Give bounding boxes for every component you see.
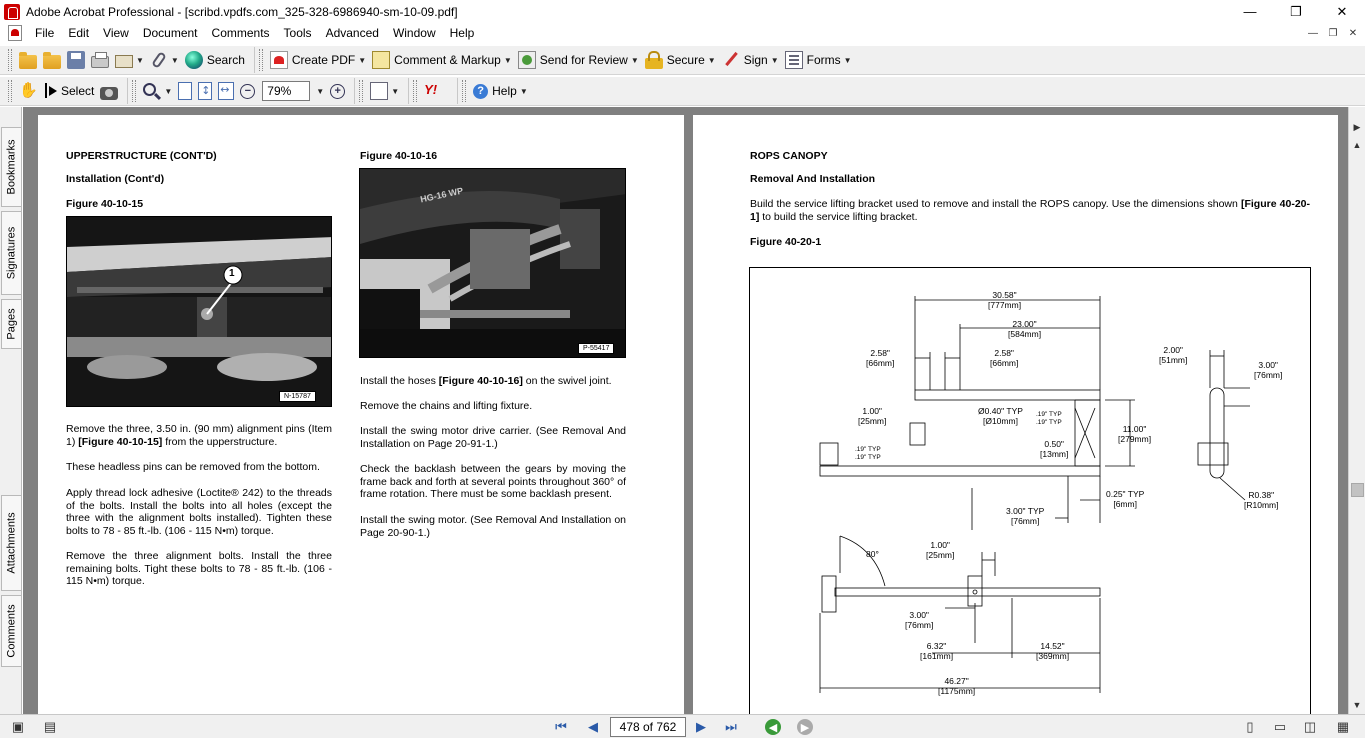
page-icon [178,82,192,100]
dimension-value: .19" TYP [1036,411,1062,418]
organizer-button[interactable] [40,48,64,72]
dimension-value: 2.58" [994,348,1014,358]
zoom-tool-button[interactable] [140,79,175,103]
sign-label: Sign [743,53,768,67]
menu-tools[interactable]: Tools [283,26,312,40]
chevron-down-icon: ▼ [316,86,325,96]
dimension-value: Ø0.40" TYP [978,406,1023,416]
comment-markup-button[interactable] [369,48,515,72]
dimension-label [990,348,1018,368]
dimension-value: [584mm] [1008,329,1042,339]
dimension-value: [369mm] [1036,651,1070,661]
send-review-icon [518,51,536,69]
dimension-label [1036,411,1062,427]
dimension-label [1118,424,1151,444]
continuous-facing-layout-icon[interactable]: ▦ [1336,719,1350,734]
paragraph-text: Build the service lifting bracket used to remove and install the ROPS canopy. Use the dimensions shown [750,198,1241,210]
search-button[interactable] [182,48,248,72]
paragraph-text: Remove the three, 3.50 in. (90 mm) alignment pins (Item 1) [66,423,332,448]
search-globe-icon [185,51,203,69]
search-label: Search [206,53,245,67]
doc-minimize-button[interactable]: — [1308,27,1318,39]
menu-window[interactable]: Window [392,26,436,40]
chevron-down-icon: ▼ [358,55,367,65]
next-view-button[interactable] [796,718,814,736]
dimension-label [866,348,894,368]
paragraph-text: from the upperstructure. [162,435,278,448]
tab-signatures[interactable] [1,211,21,295]
dimension-value: [R10mm] [1244,500,1279,510]
chevron-down-icon: ▼ [170,55,179,65]
dimension-label [1244,490,1278,510]
dimension-value: .19" TYP [855,454,881,461]
document-view[interactable] [23,107,1348,714]
paragraph: Remove the three alignment bolts. Install the three remaining bolts. Tight these bolts to 78 - 85 ft.-lb. (106 - 115 N•m) torque. [66,550,332,588]
doc-restore-button[interactable]: ❐ [1328,27,1338,39]
section-heading: UPPERSTRUCTURE (CONT'D) [66,150,217,162]
dimension-label [926,540,954,560]
dimension-value: [6mm] [1113,499,1137,509]
acrobat-app-icon [4,4,20,20]
dimension-value: 6.32" [926,641,947,651]
menu-comments[interactable]: Comments [211,26,270,40]
single-page-layout-icon[interactable]: ▯ [1246,719,1254,734]
paragraph-text: to build the service lifting bracket. [759,210,918,223]
angle-label: 80° [866,549,879,559]
zoom-out-button[interactable] [237,79,258,103]
forms-label: Forms [806,53,841,67]
paragraph: Install the swing motor. (See Removal And Installation on Page 20-90-1.) [360,514,626,539]
figure-reference: [Figure 40-20-1] [750,198,1310,223]
chevron-down-icon: ▼ [630,55,639,65]
secure-label: Secure [666,53,705,67]
toolbar-grip[interactable] [259,49,263,71]
page-number-input[interactable]: 478 of 762 [610,717,686,737]
figure-40-20-1-drawing [749,267,1311,714]
dimension-label [858,406,886,426]
dimension-label [988,290,1021,310]
chevron-down-icon: ▼ [707,55,716,65]
paragraph-text: Install the hoses [360,375,439,387]
scroll-up-arrow-icon[interactable]: ▲ [1352,140,1362,150]
snapshot-button[interactable] [97,79,121,103]
menu-file[interactable]: File [35,26,55,40]
dimension-label [1036,641,1069,661]
dimension-label [1106,489,1144,509]
photo-callout-number: 1 [229,268,235,279]
paragraph [360,375,626,388]
fit-width-icon [218,82,234,100]
zoom-level-input[interactable]: 79% [262,81,310,101]
yahoo-button[interactable] [421,79,451,103]
chevron-down-icon: ▼ [843,55,852,65]
camera-icon [100,87,118,100]
dimension-value: [279mm] [1118,434,1152,444]
page-thumbnail-icon[interactable]: ▤ [43,719,57,734]
chevron-down-icon: ▼ [164,86,173,96]
dimension-value: 0.50" [1044,439,1064,449]
dimension-value: 2.58" [870,348,890,358]
continuous-layout-icon[interactable]: ▭ [1273,719,1287,734]
figure-caption: Figure 40-20-1 [750,236,822,248]
paragraph: These headless pins can be removed from the bottom. [66,461,320,473]
previous-view-button[interactable] [764,718,782,736]
tab-pages[interactable] [1,299,21,349]
create-pdf-button[interactable] [267,48,369,72]
create-pdf-label: Create PDF [291,53,356,67]
next-page-button[interactable]: ▶ [696,719,706,734]
dimension-label [1006,506,1044,526]
dimension-value: .19" TYP [1036,419,1062,426]
dimension-value: [13mm] [1040,449,1069,459]
chevron-down-icon: ▼ [136,55,144,65]
vertical-scrollbar[interactable] [1348,107,1365,714]
back-arrow-icon: ◀ [765,719,781,735]
save-disk-icon [67,51,85,69]
toolbar-grip[interactable] [413,80,417,102]
minimize-button[interactable]: — [1243,4,1257,19]
dimension-label [1008,319,1041,339]
paragraph: Install the swing motor drive carrier. (See Removal And Installation on Page 20-91-1.) [360,425,626,450]
tab-attachments-label: Attachments [5,512,18,574]
fit-width-button[interactable] [215,79,237,103]
dimension-value: [25mm] [858,416,887,426]
scroll-right-arrow-icon[interactable]: ▶ [1353,121,1361,132]
dimension-label [1254,360,1282,380]
select-label: Select [61,84,95,98]
pdf-page-right [693,115,1338,714]
chevron-down-icon: ▼ [503,55,512,65]
dimension-label [978,406,1023,426]
dimension-value: [Ø10mm] [982,416,1018,426]
toolbar-grip[interactable] [132,80,136,102]
tab-pages-label: Pages [5,308,18,340]
figure-40-10-15-photo [66,216,332,407]
send-review-button[interactable] [515,48,642,72]
open-folder-icon [19,55,37,69]
figure-caption: Figure 40-10-15 [66,198,144,210]
figure-40-10-16-photo [359,168,626,358]
paperclip-icon [151,51,167,69]
menu-document[interactable]: Document [142,26,198,40]
open-button[interactable] [16,48,40,72]
figure-reference: [Figure 40-10-16] [438,375,523,387]
dimension-value: 46.27" [944,676,969,686]
figure-caption: Figure 40-10-16 [360,150,438,162]
secure-button[interactable] [642,48,719,72]
first-page-button[interactable]: ⏮ [555,719,567,734]
title-bar [0,0,1365,23]
dimension-value: 3.00" TYP [1006,506,1045,516]
doc-close-button[interactable]: ✕ [1348,27,1358,39]
chevron-down-icon: ▼ [519,86,528,96]
print-button[interactable] [88,48,112,72]
dimension-value: [66mm] [990,358,1019,368]
dock-panel-icon[interactable]: ▣ [11,719,25,734]
chevron-down-icon: ▼ [391,86,400,96]
paragraph: Apply thread lock adhesive (Loctite® 242) to the threads of the bolts. Install the bolts into all holes (except the three with the alignment bolts installed). Tighten these bolts to 78 - 85 ft.-lb. (106 - 115 N•m) torque. [66,487,332,537]
figure-reference: [Figure 40-10-15] [78,435,163,448]
scrollbar-thumb[interactable] [1351,483,1364,497]
dimension-value: [66mm] [866,358,895,368]
zoom-in-button[interactable] [327,79,348,103]
fit-page-button[interactable] [195,79,215,103]
comment-icon [372,51,390,69]
email-icon [115,55,133,68]
view-toolbar [0,76,1365,106]
rotate-view-button[interactable] [367,79,402,103]
file-toolbar [0,45,1365,75]
yahoo-icon: Y! [424,82,438,97]
tab-comments-label: Comments [5,604,18,658]
dimension-value: .19" TYP [855,446,881,453]
plus-icon: + [330,84,345,99]
minus-icon: − [240,84,255,99]
dimension-value: [1175mm] [938,686,976,696]
facing-layout-icon[interactable]: ◫ [1303,719,1317,734]
hand-icon [19,82,37,100]
dimension-value: 1.00" [930,540,950,550]
organizer-icon [43,55,61,69]
attach-button[interactable] [147,48,182,72]
dimension-label [1159,345,1187,365]
printer-icon [91,56,109,68]
status-bar [0,714,1365,738]
email-button[interactable] [112,48,147,72]
figure-tag: P-55417 [578,343,614,354]
tab-signatures-label: Signatures [5,226,18,280]
document-icon[interactable] [8,25,22,41]
photo-machinery-frame [67,217,332,407]
zoom-dropdown-button[interactable] [310,79,327,103]
toolbar-grip[interactable] [462,80,466,102]
paragraph: Remove the chains and lifting fixture. [360,400,533,412]
paragraph-text: on the swivel joint. [522,375,612,387]
save-button[interactable] [64,48,88,72]
section-heading: ROPS CANOPY [750,150,828,162]
dimension-value: [777mm] [988,300,1022,310]
actual-size-button[interactable] [175,79,195,103]
dimension-label [938,676,975,696]
toolbar-grip[interactable] [8,49,12,71]
figure-tag: N-15787 [279,391,316,402]
tab-bookmarks[interactable] [1,127,21,207]
dimension-label [920,641,953,661]
paragraph [750,198,1310,223]
dimension-value: [76mm] [905,620,934,630]
menu-edit[interactable]: Edit [68,26,90,40]
dimension-value: R0.38" [1248,490,1275,500]
toolbar-grip[interactable] [8,80,12,102]
tab-bookmarks-label: Bookmarks [5,139,18,195]
menu-help[interactable]: Help [449,26,475,40]
close-button[interactable]: ✕ [1336,3,1348,19]
comment-markup-label: Comment & Markup [394,53,501,67]
dimension-value: 3.00" [909,610,929,620]
dimension-value: 23.00" [1012,319,1037,329]
pen-icon [722,51,740,69]
hand-tool-button[interactable] [16,79,40,103]
tab-attachments[interactable] [1,495,21,591]
help-button[interactable] [470,79,531,103]
section-subheading: Installation (Cont'd) [66,173,165,185]
forms-icon [785,51,803,69]
menu-advanced[interactable]: Advanced [325,26,379,40]
navigation-panel [0,107,22,714]
send-review-label: Send for Review [539,53,628,67]
dimension-label [905,610,933,630]
rotate-icon [370,82,388,100]
create-pdf-icon [270,51,288,69]
lock-icon [645,58,663,69]
photo-hose-marking: HG-16 WP [419,185,465,205]
forms-button[interactable] [782,48,855,72]
photo-swivel-hoses [360,169,626,358]
help-label: Help [492,84,517,98]
select-tool-button[interactable] [40,79,97,103]
sign-button[interactable] [719,48,782,72]
paragraph [66,423,332,448]
pdf-page-left [38,115,684,714]
fit-page-icon [198,82,212,100]
magnifier-icon [143,83,156,96]
dimension-value: 14.52" [1040,641,1065,651]
text-cursor-icon [43,82,57,100]
tab-comments[interactable] [1,595,21,667]
menu-bar [0,23,1365,43]
menu-view[interactable]: View [103,26,129,40]
dimension-value: 11.00" [1122,424,1147,434]
help-icon: ? [473,84,488,99]
window-title: Adobe Acrobat Professional - [scribd.vpdfs.com_325-328-6986940-sm-10-09.pdf] [26,4,458,19]
scroll-down-arrow-icon[interactable]: ▼ [1352,700,1362,710]
section-subheading: Removal And Installation [750,173,876,185]
dimension-value: 0.25" TYP [1106,489,1145,499]
dimension-label [1040,439,1068,459]
dimension-value: 1.00" [862,406,882,416]
dimension-value: 3.00" [1258,360,1278,370]
dimension-value: [51mm] [1159,355,1188,365]
last-page-button[interactable]: ⏭ [725,719,737,734]
dimension-value: 30.58" [992,290,1017,300]
dimension-value: 2.00" [1163,345,1183,355]
dimension-value: [76mm] [1254,370,1283,380]
restore-button[interactable]: ❐ [1290,3,1302,19]
dimension-label [855,446,881,462]
forward-arrow-icon: ▶ [797,719,813,735]
dimension-value: [161mm] [920,651,954,661]
dimension-value: [25mm] [926,550,955,560]
dimension-value: [76mm] [1010,516,1040,526]
paragraph: Check the backlash between the gears by moving the frame back and forth at several points throughout 360° of frame rotation. There must be some backlash present. [360,463,626,501]
toolbar-grip[interactable] [359,80,363,102]
chevron-down-icon: ▼ [770,55,779,65]
previous-page-button[interactable]: ◀ [588,719,598,734]
